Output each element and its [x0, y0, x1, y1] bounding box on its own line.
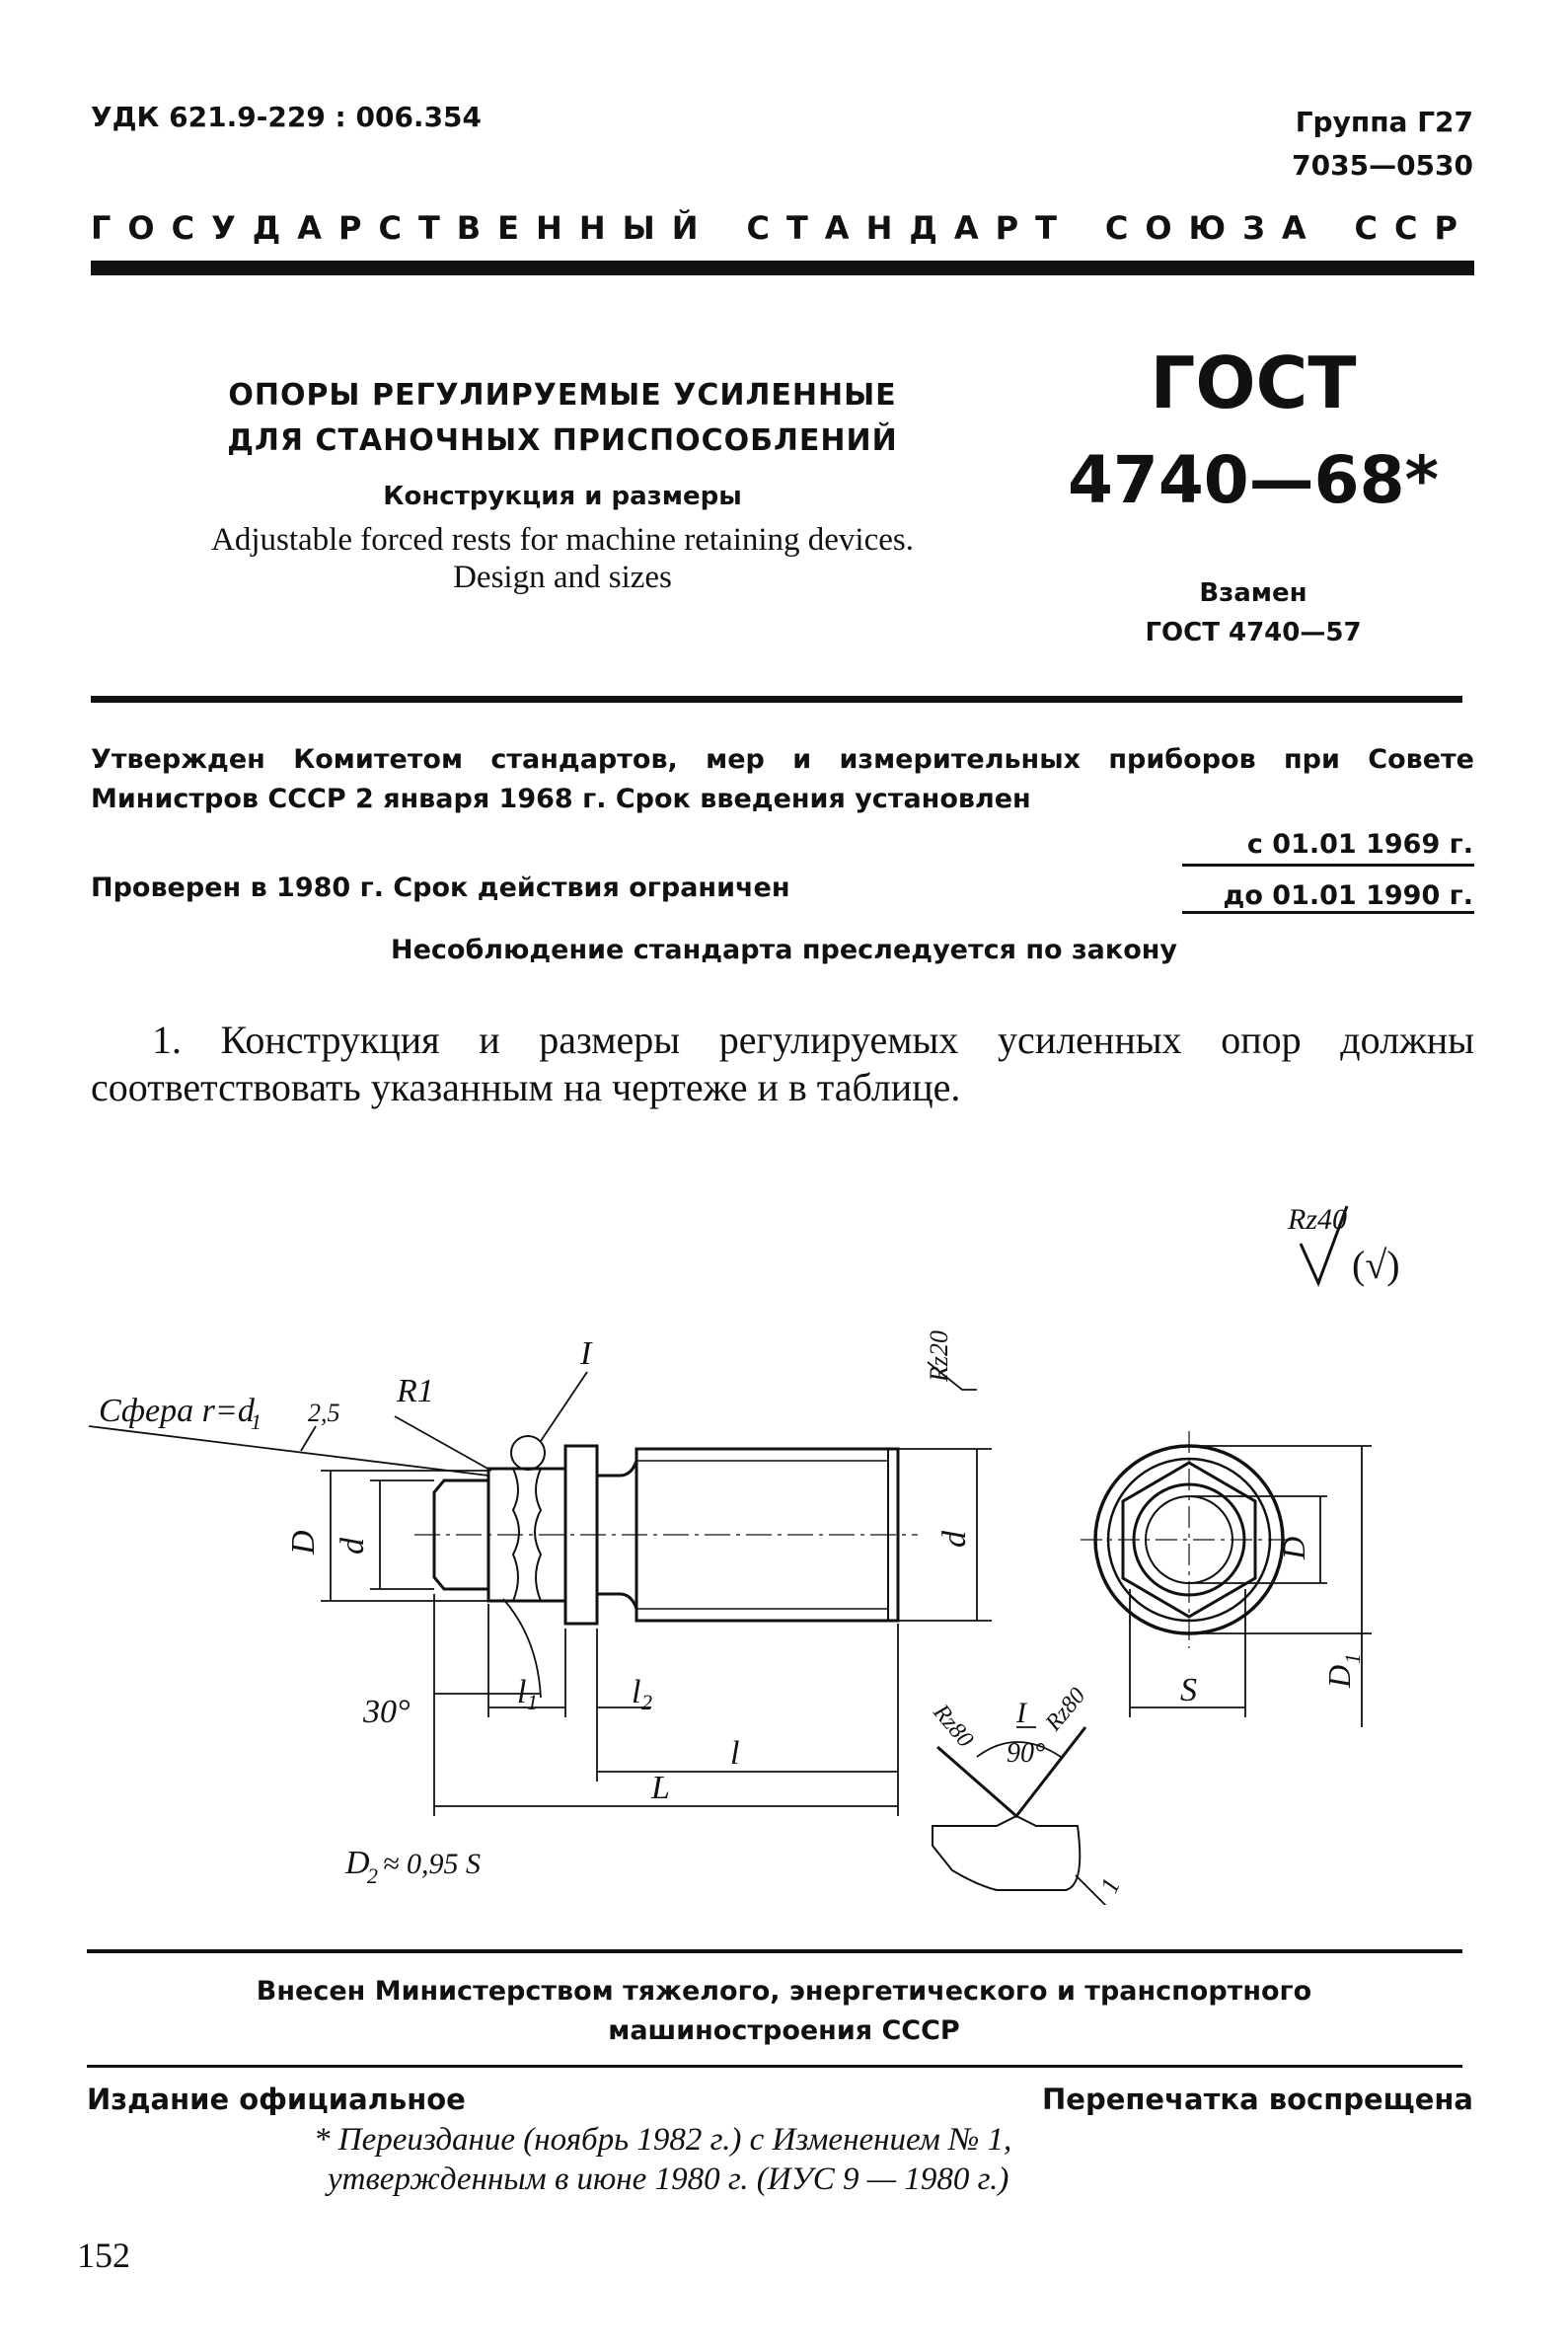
technical-drawing — [0, 1135, 1568, 1905]
edition-label: Издание официальное — [87, 2083, 466, 2116]
roughness-top-label: Rz40 — [1288, 1203, 1347, 1236]
approval-text: Утвержден Комитетом стандартов, мер и измерительных приборов при Совете Министров СССР 2 января 1968 г. Срок введения установлен — [91, 744, 1474, 814]
validity-dates — [1224, 819, 1473, 922]
footer-rule-2 — [87, 2065, 1462, 2068]
label-l: l — [730, 1735, 740, 1772]
title-thick-rule — [91, 696, 1462, 703]
banner-word-4: ССР — [1354, 209, 1474, 247]
banner-word-2: СТАНДАРТ — [746, 209, 1074, 247]
date-underline-2 — [1182, 911, 1474, 914]
label-D1: D — [1321, 1664, 1357, 1688]
reissue-note — [314, 2120, 1011, 2199]
date-from: с 01.01 1969 г. — [1246, 829, 1473, 860]
bolt-dimensions — [89, 1362, 992, 1816]
page-number: 152 — [77, 2236, 130, 2275]
label-l1-sub: 1 — [527, 1690, 538, 1714]
label-i: I — [580, 1335, 592, 1372]
introduced-by — [0, 1972, 1568, 2051]
reprint-label: Перепечатка воспрещена — [1042, 2083, 1473, 2116]
group-code — [1292, 101, 1473, 188]
subtitle-ru: Конструкция и размеры — [383, 482, 742, 511]
sphere-sub: 1 — [251, 1409, 261, 1434]
footer-rule-1 — [87, 1949, 1462, 1953]
banner-word-1: ГОСУДАРСТВЕННЫЙ — [91, 209, 715, 247]
banner-word-3: СОЮЗА — [1104, 209, 1323, 247]
title-en-line2: Design and sizes — [453, 560, 672, 595]
replaces-label: Взамен — [1199, 578, 1307, 608]
title-ru — [99, 373, 1026, 464]
label-d2: D — [285, 1530, 322, 1555]
title-ru-line1: ОПОРЫ РЕГУЛИРУЕМЫЕ УСИЛЕННЫЕ — [228, 378, 897, 413]
formula-d2-sub: 2 — [367, 1863, 378, 1888]
label-rz80b: Rz80 — [1040, 1683, 1091, 1736]
label-r1: R1 — [397, 1373, 434, 1409]
label-d: d — [936, 1531, 973, 1548]
introduced-line1: Внесен Министерством тяжелого, энергетического и транспортного — [256, 1976, 1312, 2007]
udk-code: УДК 621.9-229 : 006.354 — [91, 101, 483, 133]
date-underline-1 — [1182, 864, 1474, 867]
label-L: L — [651, 1770, 670, 1806]
label-d1: d — [335, 1538, 371, 1555]
val-2-5: 2,5 — [308, 1399, 340, 1427]
introduced-line2: машиностроения СССР — [608, 2015, 960, 2046]
formula-rhs: ≈ 0,95 S — [383, 1848, 481, 1880]
gost-label: ГОСТ — [1150, 341, 1357, 424]
bolt-side-view — [414, 1436, 918, 1624]
label-D: D — [1276, 1536, 1311, 1559]
label-l2: l — [632, 1674, 641, 1710]
label-rz20: Rz20 — [925, 1330, 953, 1382]
label-D1-sub: 1 — [1340, 1653, 1365, 1664]
checked-text: Проверен в 1980 г. Срок действия ограничен — [91, 872, 790, 903]
label-30: 30° — [363, 1694, 411, 1730]
reissue-line2: утвержденным в июне 1980 г. (ИУС 9 — 1980 г.) — [328, 2161, 1009, 2197]
replaces-block — [1056, 573, 1451, 652]
legal-notice: Несоблюдение стандарта преследуется по закону — [390, 935, 1178, 965]
title-en-line1: Adjustable forced rests for machine retaining devices. — [211, 522, 914, 558]
title-block — [99, 373, 1026, 596]
bolt-end-view — [1081, 1431, 1372, 1727]
classification-code: 7035—0530 — [1292, 149, 1473, 182]
label-90: 90° — [1007, 1738, 1046, 1769]
header-thick-rule — [91, 261, 1474, 275]
detail-i — [928, 1683, 1126, 1905]
title-en — [99, 521, 1026, 596]
title-ru-line2: ДЛЯ СТАНОЧНЫХ ПРИСПОСОБЛЕНИЙ — [227, 423, 898, 458]
label-l1: l — [517, 1674, 527, 1710]
formula-d2: D — [345, 1845, 370, 1881]
replaces-standard: ГОСТ 4740—57 — [1145, 618, 1362, 647]
paragraph-1: 1. Конструкция и размеры регулируемых усиленных опор должны соответствовать указанным на чертеже и в таблице. — [91, 1018, 1474, 1109]
state-standard-banner — [91, 209, 1474, 247]
detail-i-label: I — [1016, 1697, 1026, 1729]
label-rz80a: Rz80 — [928, 1700, 979, 1753]
gost-block — [1056, 341, 1451, 652]
reissue-line1: * Переиздание (ноябрь 1982 г.) с Изменением № 1, — [314, 2122, 1012, 2158]
sphere-label: Сфера r=d — [99, 1393, 255, 1429]
label-S: S — [1180, 1672, 1197, 1708]
group-label: Группа Г27 — [1295, 106, 1473, 138]
label-1: 1 — [1094, 1873, 1126, 1898]
roughness-paren: (√) — [1352, 1243, 1400, 1287]
date-to: до 01.01 1990 г. — [1223, 880, 1473, 911]
label-l2-sub: 2 — [641, 1690, 652, 1714]
gost-number: 4740—68* — [1067, 442, 1440, 518]
roughness-symbol-top — [1287, 1203, 1400, 1287]
